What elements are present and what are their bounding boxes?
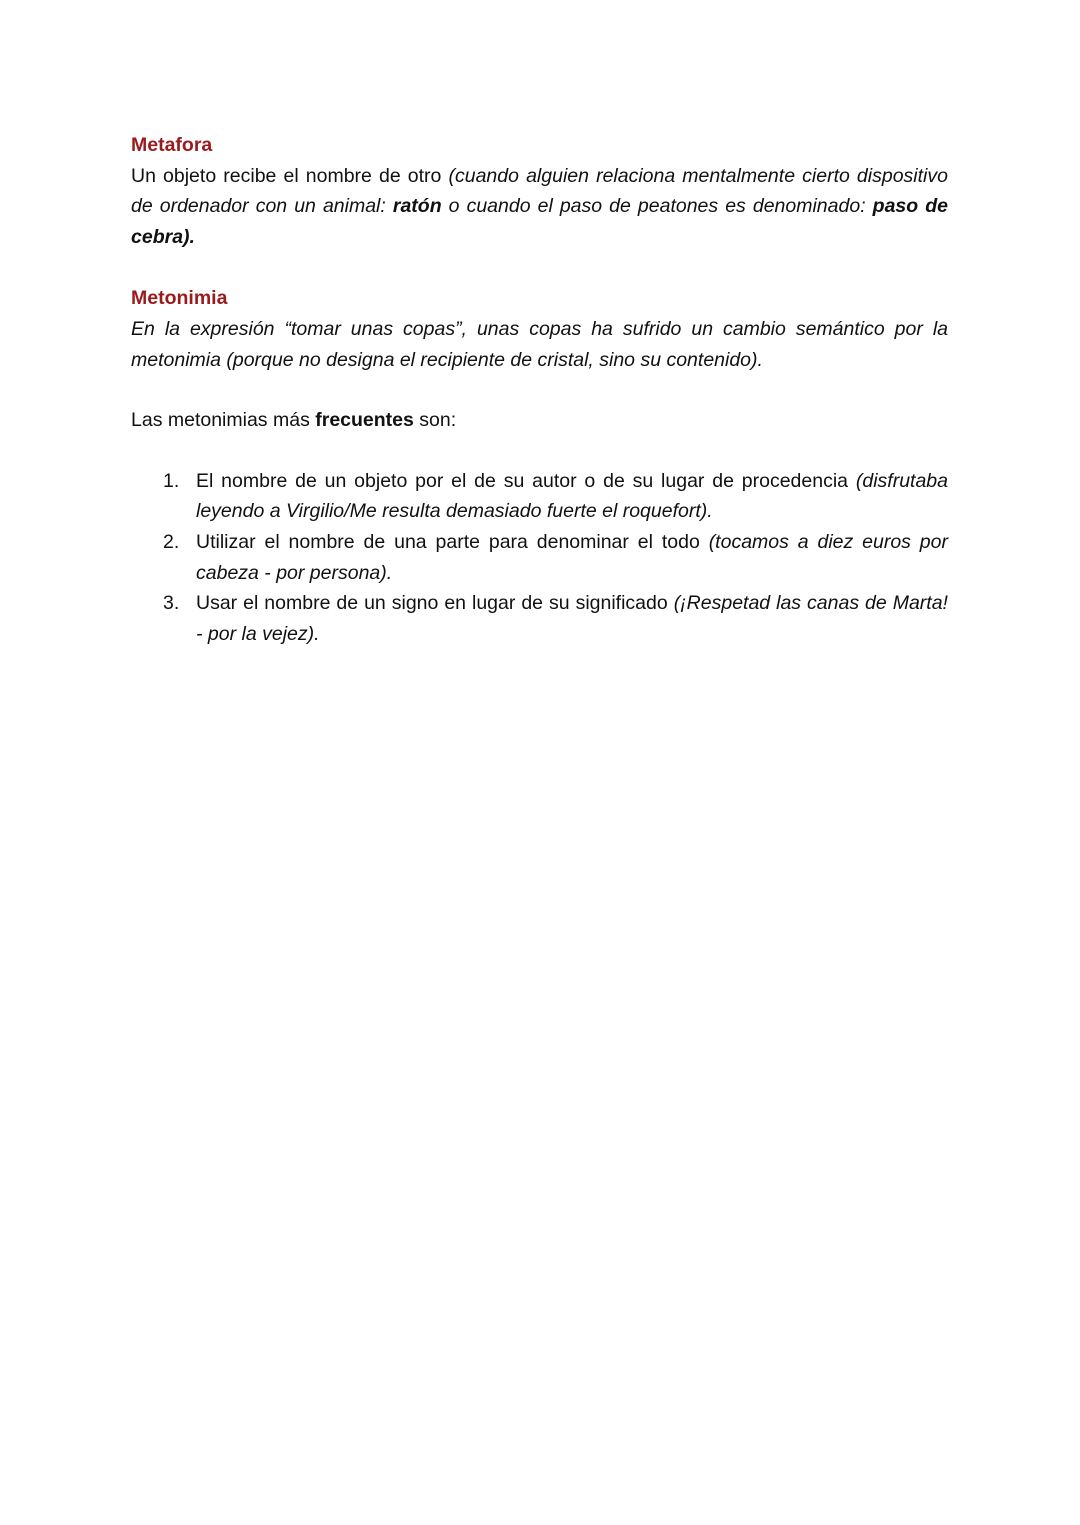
spacer <box>131 252 948 283</box>
document-page <box>131 130 948 649</box>
section-metafora <box>131 130 948 252</box>
list-item <box>163 527 948 588</box>
metonimia-list <box>131 466 948 650</box>
list-item-example: (disfrutaba leyendo a Virgilio/Me resulta demasiado fuerte el roquefort). <box>196 469 948 523</box>
metafora-example-raton: ratón <box>392 195 442 218</box>
metonimia-intro-part-1: Las metonimias más <box>131 409 316 432</box>
list-item-text: El nombre de un objeto por el de su autor o de su lugar de procedencia <box>196 469 856 492</box>
list-item-number: 3. <box>163 592 180 615</box>
list-item-text: Utilizar el nombre de una parte para denominar el todo <box>196 530 709 553</box>
metonimia-intro-part-2: son: <box>413 409 457 432</box>
metafora-example-paso-de-cebra: paso de cebra). <box>131 195 948 248</box>
metafora-definition <box>131 161 948 253</box>
list-item-number: 1. <box>163 469 180 492</box>
metafora-example-part-1: (cuando alguien relaciona mentalmente cierto dispositivo de ordenador con un animal: <box>131 164 948 218</box>
list-item-example: (¡Respetad las canas de Marta! - por la vejez). <box>196 592 948 645</box>
list-item-number: 2. <box>163 530 180 553</box>
metonimia-definition <box>131 314 948 375</box>
list-item-text: Usar el nombre de un signo en lugar de su significado <box>196 592 674 615</box>
metafora-example-part-2: o cuando el paso de peatones es denominado: <box>441 195 873 218</box>
list-item <box>163 588 948 649</box>
list-item <box>163 466 948 527</box>
heading-metafora: Metafora <box>131 134 213 156</box>
list-item-example: (tocamos a diez euros por cabeza - por persona). <box>196 530 948 584</box>
heading-metonimia: Metonimia <box>131 287 228 310</box>
section-metonimia <box>131 283 948 649</box>
spacer <box>131 375 948 405</box>
metonimia-intro-frecuentes: frecuentes <box>315 409 414 432</box>
metonimia-example: En la expresión “tomar unas copas”, unas copas ha sufrido un cambio semántico por la metonimia (porque no designa el recipiente de cristal, sino su contenido). <box>131 317 948 371</box>
metafora-text: Un objeto recibe el nombre de otro <box>131 164 449 187</box>
metonimia-intro <box>131 405 948 436</box>
